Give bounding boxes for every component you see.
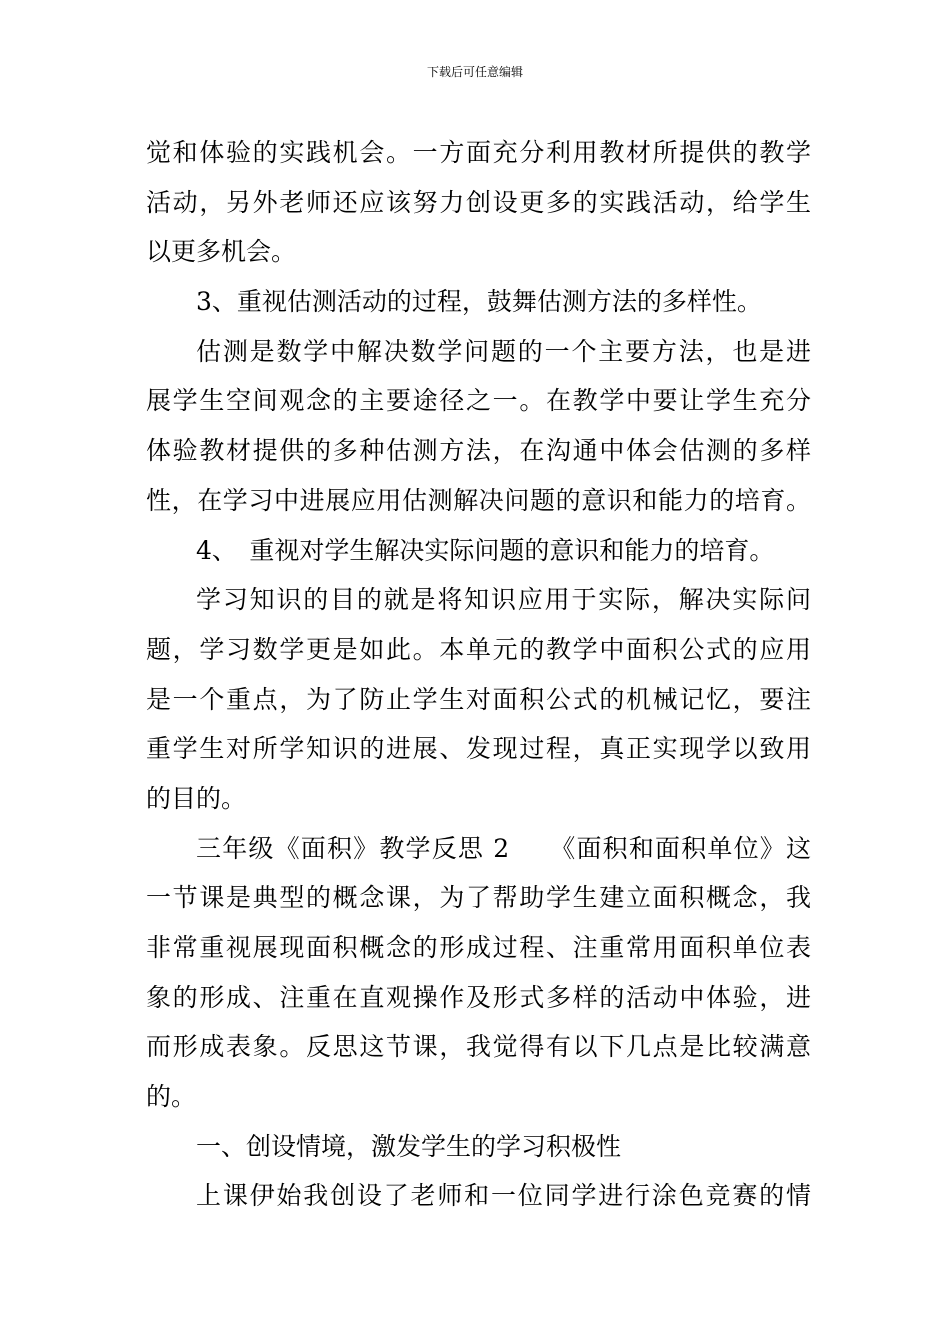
text-line: 展学生空间观念的主要途径之一。在教学中要让学生充分 [146, 386, 811, 416]
text-line: 象的形成、注重在直观操作及形式多样的活动中体验，进 [146, 982, 811, 1012]
text-line: 以更多机会。 [146, 237, 297, 267]
text-line: 的。 [146, 1082, 197, 1112]
text-line: 的目的。 [146, 783, 247, 813]
text-line: 上课伊始我创设了老师和一位同学进行涂色竞赛的情 [196, 1181, 811, 1211]
text-line: 而形成表象。反思这节课，我觉得有以下几点是比较满意 [146, 1032, 811, 1062]
text-line: 一、创设情境，激发学生的学习积极性 [196, 1131, 622, 1161]
text-line: 活动，另外老师还应该努力创设更多的实践活动，给学生 [146, 187, 811, 217]
text-line: 学习知识的目的就是将知识应用于实际，解决实际问 [196, 585, 811, 615]
text-line: 非常重视展现面积概念的形成过程、注重常用面积单位表 [146, 933, 811, 962]
text-line: 是一个重点，为了防止学生对面积公式的机械记忆，要注 [146, 684, 811, 714]
document-body [146, 128, 811, 1221]
page-header: 下载后可任意编辑 [426, 65, 523, 79]
text-line: 性，在学习中进展应用估测解决问题的意识和能力的培育。 [146, 485, 811, 515]
text-line: 三年级《面积》教学反思 2 《面积和面积单位》这 [196, 833, 811, 863]
text-line: 估测是数学中解决数学问题的一个主要方法，也是进 [196, 336, 811, 366]
text-line: 一节课是典型的概念课，为了帮助学生建立面积概念，我 [146, 883, 811, 913]
text-line: 3、重视估测活动的过程，鼓舞估测方法的多样性。 [196, 287, 762, 317]
text-line: 体验教材提供的多种估测方法，在沟通中体会估测的多样 [146, 436, 811, 466]
text-line: 4、 重视对学生解决实际问题的意识和能力的培育。 [196, 535, 775, 565]
text-line: 觉和体验的实践机会。一方面充分利用教材所提供的教学 [146, 138, 811, 167]
text-line: 题，学习数学更是如此。本单元的教学中面积公式的应用 [146, 634, 811, 664]
text-line: 重学生对所学知识的进展、发现过程，真正实现学以致用 [146, 734, 811, 764]
